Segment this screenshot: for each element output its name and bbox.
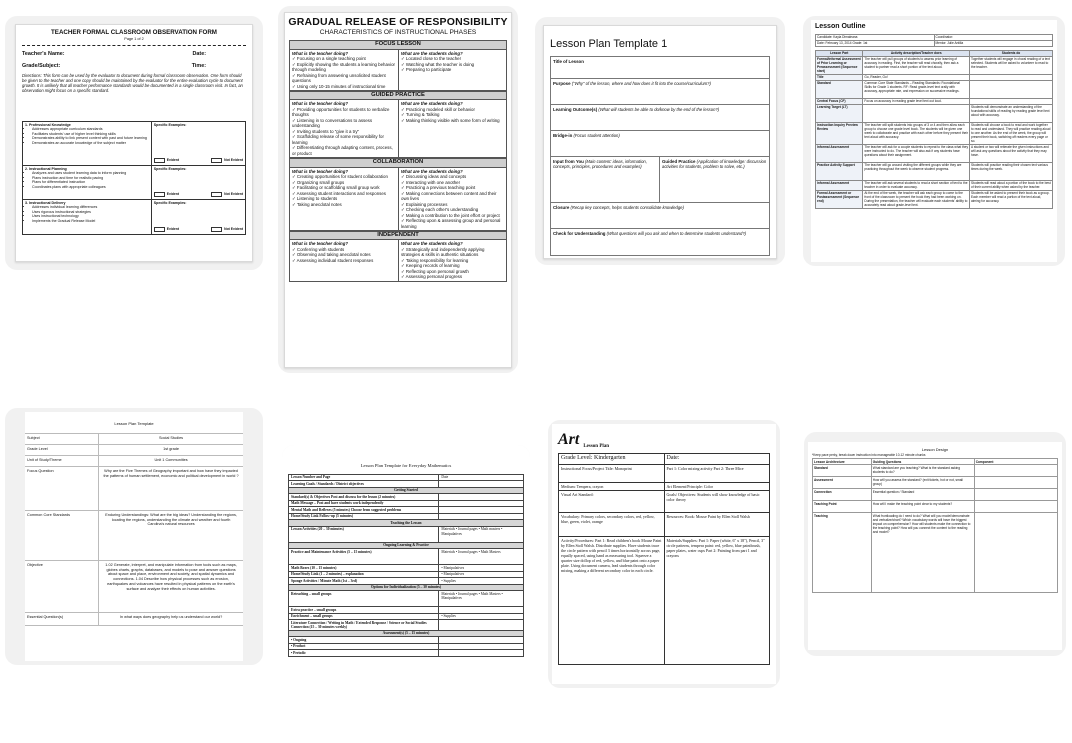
page-title: Lesson Plan Template 1 bbox=[550, 38, 668, 50]
table-cell: At the end of the week, the teacher will ask each group to come to the front of the classroom to present the book they had been working on. During the presentation, the teacher will evaluate each students' ability to accurately read aloud grade-level text. bbox=[863, 190, 970, 208]
student-column bbox=[398, 168, 506, 231]
table-cell bbox=[863, 104, 970, 122]
table-row bbox=[25, 510, 243, 560]
document-lesson-design bbox=[808, 442, 1062, 650]
not-evident-label: Not Evident bbox=[224, 227, 243, 232]
table-cell: Mental Math and Reflexes (5 minutes) Choose from suggested problems bbox=[289, 507, 439, 513]
field-row bbox=[16, 51, 252, 58]
art-header bbox=[552, 424, 776, 453]
table-cell bbox=[974, 477, 1057, 489]
divider bbox=[22, 45, 246, 46]
list-item: ✓ Organizing small groups bbox=[292, 179, 345, 185]
list-item: ✓ Reflecting upon personal growth bbox=[401, 268, 469, 274]
row-label: Purpose bbox=[553, 80, 571, 86]
table-cell: Teaching bbox=[813, 513, 872, 593]
thumbnail-card-everyday-math[interactable] bbox=[282, 445, 530, 743]
row-value: Unit 1 Communities bbox=[154, 458, 188, 462]
not-evident-checkbox bbox=[211, 192, 222, 197]
table-row bbox=[289, 620, 524, 631]
table-cell: Materials • Journal pages • Math Masters • Manipulatives bbox=[439, 591, 524, 607]
table-row bbox=[816, 180, 1053, 190]
table-cell: Home/Study Link (1 – 2 minutes) – explanation bbox=[289, 571, 439, 577]
row-label: Title of Lesson bbox=[553, 58, 584, 64]
list-item: • Addresses appropriate curriculum standards bbox=[32, 127, 149, 131]
list-item: ✓ Located close to the teacher bbox=[401, 56, 462, 62]
evident-label: Evident bbox=[166, 192, 179, 197]
phase-section bbox=[289, 231, 507, 282]
table-cell: Essential question / Standard bbox=[871, 489, 974, 501]
table-row bbox=[816, 80, 1053, 98]
phase-header: INDEPENDENT bbox=[289, 231, 507, 240]
list-item: • Coordinates plans with appropriate colleagues bbox=[32, 185, 149, 189]
page-title: Lesson Design bbox=[921, 447, 949, 452]
table-cell bbox=[974, 501, 1057, 513]
page-title: Lesson Outline bbox=[815, 23, 866, 30]
table-cell: Lesson Number and Page bbox=[289, 474, 439, 480]
table-cell: Learning Target (LT) bbox=[816, 104, 863, 122]
list-item: ✓ Inviting students to "give it a try" bbox=[292, 128, 360, 134]
table-cell: Students will read aloud a portion of the book to the best of their current ability when asked by the teacher. bbox=[971, 181, 1051, 190]
row-value: 1st grade bbox=[163, 447, 179, 451]
row-label: Check for Understanding bbox=[553, 230, 606, 236]
list-item: ✓ Making a contribution to the joint effort or project bbox=[401, 212, 500, 218]
document-lesson-plan-template-1 bbox=[543, 25, 777, 259]
document-everyday-math bbox=[282, 445, 530, 743]
table-cell bbox=[974, 513, 1057, 593]
thumbnail-card-lesson-plan-template-1[interactable] bbox=[535, 17, 785, 265]
table-cell bbox=[439, 650, 524, 656]
page-number: Page 1 of 2 bbox=[124, 36, 144, 41]
table-cell: Date bbox=[439, 474, 524, 480]
table-row bbox=[25, 612, 243, 626]
list-item: ✓ Assessing personal progress bbox=[401, 274, 463, 280]
list-item: ✓ Keeping records of learning bbox=[401, 263, 460, 269]
list-item: ✓ Scaffolding release of some responsibility for learning bbox=[292, 134, 384, 145]
table-cell: Students will choose a book to read and work together to read and understand. They will practice reading aloud to one another. As the end of the week, the group will present their book, switching off readers every page or so. bbox=[970, 122, 1053, 144]
table-cell: Title bbox=[816, 74, 863, 80]
table-cell: • Manipulatives bbox=[439, 565, 524, 571]
template-table bbox=[25, 433, 243, 626]
not-evident-checkbox bbox=[211, 158, 222, 163]
list-item: ✓ Facilitating or scaffolding small group work bbox=[292, 185, 380, 191]
header-table bbox=[815, 34, 1053, 47]
list-item: • Plans for differentiated instruction bbox=[32, 180, 149, 184]
art-logo: Art bbox=[558, 431, 580, 448]
table-cell: Students will be asked to present their book as a group. Each member will read a portion of the text aloud, aiming for accuracy. bbox=[970, 190, 1053, 208]
template-row bbox=[551, 79, 769, 105]
table-row bbox=[813, 477, 1058, 489]
list-item: ✓ Creating opportunities for student collaboration bbox=[292, 174, 388, 180]
row-hint: (Recap key concepts, helps students consolidate knowledge) bbox=[570, 204, 684, 210]
lesson-design-table bbox=[812, 458, 1058, 593]
page-title: Lesson Plan Template for Everyday Mathematics bbox=[360, 463, 452, 468]
table-cell: Learning Goals / Standards / District objectives bbox=[289, 481, 439, 487]
row-label: Guided Practice bbox=[662, 158, 696, 164]
list-item: ✓ Using only 10-15 minutes of instructional time bbox=[292, 83, 386, 89]
list-item: • Facilitates students' use of higher level thinking skills bbox=[32, 132, 149, 136]
evident-label: Evident bbox=[166, 227, 179, 232]
outline-table bbox=[815, 50, 1053, 209]
table-row bbox=[25, 433, 243, 444]
standard-row bbox=[23, 166, 245, 200]
table-cell: Enrichment – small groups bbox=[289, 613, 439, 619]
teacher-question: What is the teacher doing? bbox=[292, 50, 349, 56]
specific-examples-label: Specific Examples: bbox=[153, 166, 187, 171]
teacher-name-label: Teacher's Name: bbox=[22, 51, 65, 58]
list-item: ✓ Taking responsibility for learning bbox=[401, 257, 469, 263]
document-observation-form bbox=[15, 24, 253, 262]
section-title: 1. Professional Knowledge bbox=[25, 122, 71, 127]
row-value: Why are the Five Themes of Geography important and how have they impacted the patterns of human settlement, economic and political development in world ? bbox=[103, 469, 239, 478]
row-key: Focus Question bbox=[25, 467, 99, 510]
list-item: • Plans instruction and time for realistic pacing bbox=[32, 176, 149, 180]
template-row bbox=[551, 105, 769, 131]
list-item: ✓ Assessing individual student responses bbox=[292, 257, 374, 263]
table-row bbox=[289, 549, 524, 565]
table-cell: The teacher will go around visiting the different groups while they are practicing throughout the week to observe student progress. bbox=[863, 162, 970, 180]
art-lesson-table bbox=[558, 453, 770, 665]
table-row bbox=[25, 444, 243, 455]
table-cell: • Ongoing bbox=[289, 637, 439, 643]
table-cell: Sponge Activities / Minute Math (1st – 3rd) bbox=[289, 578, 439, 584]
list-item: ✓ Listening in to conversations to assess understanding bbox=[292, 117, 373, 129]
resources-cell: Resources: Book: Mouse Paint by Ellen Stoll Walsh bbox=[664, 512, 770, 536]
table-cell: Instruction Inquiry Preview Review bbox=[816, 122, 863, 144]
table-row bbox=[25, 560, 243, 612]
thumbnail-card-art-lesson-plan[interactable] bbox=[548, 420, 780, 688]
list-item: ✓ Assessing student interactions and responses bbox=[292, 190, 386, 196]
evident-checkbox bbox=[154, 227, 165, 232]
table-cell: Informal Assessment bbox=[816, 144, 863, 162]
column-header: Lesson Architecture bbox=[813, 459, 872, 465]
section-header: Teaching the Lesson bbox=[289, 520, 524, 526]
template-row bbox=[551, 203, 769, 229]
table-cell: • Product bbox=[289, 643, 439, 649]
table-row bbox=[816, 144, 1053, 162]
table-cell bbox=[439, 620, 524, 631]
row-key: Common Core Standards bbox=[25, 511, 99, 560]
teacher-column bbox=[290, 240, 398, 281]
table-cell bbox=[970, 80, 1053, 98]
materials-cell: Materials/Supplies: Part 1: Paper (white, 6" x 18"), Pencil, 3" circle patterns, tempera paint: red, yellow, blue paintbrush, paper plates, water cups Part 2: Painting from part 1 and crayons bbox=[664, 536, 770, 664]
element-cell: Art Element/Principle: Color bbox=[664, 482, 770, 490]
math-lesson-table bbox=[288, 474, 524, 657]
page-title: Lesson Plan Template bbox=[114, 421, 154, 426]
table-cell: How will I make the teaching point clear to my students? bbox=[871, 501, 974, 513]
list-item: • Implements the Gradual Release Model bbox=[32, 219, 149, 223]
specific-examples-label: Specific Examples: bbox=[153, 200, 187, 205]
table-cell: Math Message – Post and have students work independently bbox=[289, 500, 439, 506]
table-row bbox=[25, 466, 243, 510]
row-value: Social Studies bbox=[159, 436, 184, 440]
table-cell: • Periodic bbox=[289, 650, 439, 656]
template-row bbox=[551, 157, 769, 203]
table-cell: The teacher will ask for a couple students to repeat to the class what they were instructed to do. The teacher will also ask if any students have questions about their assignment. bbox=[863, 144, 970, 162]
list-item: ✓ Taking anecdotal notes bbox=[292, 201, 342, 207]
list-item: ✓ Differentiating through adapting content, process, or product bbox=[292, 145, 393, 156]
field-row bbox=[16, 63, 252, 70]
student-column bbox=[398, 100, 506, 157]
section-title: 3. Instructional Delivery bbox=[25, 200, 66, 205]
table-cell: Extra practice – small groups bbox=[289, 607, 439, 613]
standard-row bbox=[23, 200, 245, 234]
table-cell: Go, Reader, Go! bbox=[863, 74, 970, 80]
section-title: 2. Instructional Planning bbox=[25, 166, 67, 171]
thumbnail-card-lesson-outline[interactable] bbox=[803, 16, 1065, 266]
row-key: Grade Level bbox=[25, 445, 99, 455]
table-cell bbox=[974, 489, 1057, 501]
column-header: Guiding Questions bbox=[871, 459, 974, 465]
medium-cell: Medium: Tempera, crayon bbox=[559, 482, 665, 490]
standard-row bbox=[23, 122, 245, 166]
row-key: Essential Question(s) bbox=[25, 613, 99, 625]
student-question: What are the students doing? bbox=[401, 168, 463, 174]
specific-examples-label: Specific Examples: bbox=[153, 122, 187, 127]
table-cell: The teacher will ask several students to read a short section of text to the teacher in order to evaluate accuracy. bbox=[863, 180, 970, 190]
table-row bbox=[813, 513, 1058, 593]
teacher-column bbox=[290, 100, 398, 157]
student-column bbox=[398, 50, 506, 91]
thumbnail-card-gradual-release[interactable] bbox=[278, 6, 518, 373]
table-cell: Lesson Activities (20 – 30 minutes) bbox=[289, 526, 439, 542]
table-cell: Assessment bbox=[813, 477, 872, 489]
row-hint: ("Why" of the lesson, where and how does it fit into the course/curriculum?) bbox=[571, 80, 711, 86]
list-item: ✓ Observing and taking anecdotal notes bbox=[292, 252, 371, 258]
column-header: Activity description/Teacher does bbox=[863, 50, 970, 56]
not-evident-label: Not Evident bbox=[224, 158, 243, 163]
list-item: • Demonstrates an accurate knowledge of the subject matter bbox=[32, 141, 149, 145]
table-cell: How will you assess the standard? (exit tickets, hot or not, small group) bbox=[871, 477, 974, 489]
table-cell: What standard are you teaching? What is the standard asking students to do? bbox=[871, 465, 974, 477]
directions-text: Directions: This form can be used by the evaluator to document during formal classroom observation. One form should be given to the teacher and one copy should be maintained by the evaluator for the entire evaluation cycle to document growth. It is unlikely that all teacher performance standards would be documented in a single classroom visit. In fact, an observation might focus on a specific standard. bbox=[22, 72, 243, 94]
table-cell: Informal Assessment bbox=[816, 180, 863, 190]
table-cell: Together students will engage in choral reading of a text selected. Students will be asked to volunteer to read to the teacher. bbox=[970, 56, 1053, 74]
date-cell: Date: February 13, 2014 Grade: 1st bbox=[816, 40, 935, 46]
phase-section bbox=[289, 158, 507, 231]
list-item: ✓ Explicitly showing the students a learning behavior through modeling bbox=[292, 61, 396, 73]
list-item: ✓ Reflecting upon & assessing group and personal learning bbox=[401, 218, 501, 229]
list-item: ✓ Preparing to participate bbox=[401, 67, 452, 73]
student-question: What are the students doing? bbox=[401, 101, 463, 107]
row-key: Unit of Study/Theme bbox=[25, 456, 99, 466]
grade-cell: Grade Level: Kindergarten bbox=[559, 454, 665, 465]
standards-grid bbox=[22, 121, 246, 235]
list-item: • Addresses individual learning differences bbox=[32, 205, 149, 209]
teacher-question: What is the teacher doing? bbox=[292, 241, 349, 247]
student-question: What are the students doing? bbox=[401, 241, 463, 247]
list-item: ✓ Making connections between content and their own lives bbox=[401, 190, 497, 202]
list-item: • Analyzes and uses student learning data to inform planning bbox=[32, 171, 149, 175]
student-column bbox=[398, 240, 506, 281]
list-item: ✓ Conferring with students bbox=[292, 246, 345, 252]
table-cell: What frontloading do I need to do? What will you model/demonstrate and verbalize/chart? Which vocabulary words will have the biggest impact on comprehension? How will students make the connection to the teaching point? How will you connect the content to the reading and model? bbox=[871, 513, 974, 593]
row-label: Closure bbox=[553, 204, 570, 210]
table-cell: Connection bbox=[813, 489, 872, 501]
lesson-plan-label: Lesson Plan bbox=[583, 443, 610, 449]
table-cell: The teacher will pull groups of students to assess prior learning of accuracy in reading. First, the teacher will read chorally, then ask a student to partner read a short portion of the text aloud. bbox=[863, 56, 970, 74]
page-title: GRADUAL RELEASE OF RESPONSIBILITY bbox=[288, 16, 508, 28]
table-cell: Materials • Journal pages • Math Masters bbox=[439, 549, 524, 565]
table-cell: • Supplies bbox=[439, 578, 524, 584]
row-hint: (What questions will you ask and when to determine students understand?) bbox=[606, 230, 747, 236]
row-hint: (What will students be able to do/know by the end of the lesson?) bbox=[598, 106, 720, 112]
template-row bbox=[551, 229, 769, 255]
list-item: ✓ Refraining from answering unsolicited student questions bbox=[292, 72, 386, 84]
date-cell: Date: bbox=[664, 454, 770, 465]
mentor-cell: Mentor: Julie Antilla bbox=[934, 40, 1053, 46]
column-header: Component bbox=[974, 459, 1057, 465]
student-question: What are the students doing? bbox=[401, 50, 463, 56]
phase-header: GUIDED PRACTICE bbox=[289, 91, 507, 100]
candidate-cell: Candidate: Kayla Dimaleana bbox=[816, 34, 935, 40]
table-row bbox=[25, 455, 243, 466]
coordinator-cell: Coordinator: bbox=[934, 34, 1053, 40]
table-row bbox=[813, 465, 1058, 477]
date-label: Date: bbox=[192, 51, 206, 58]
list-item: ✓ Practicing a previous teaching point bbox=[401, 185, 476, 191]
evident-label: Evident bbox=[166, 158, 179, 163]
not-evident-label: Not Evident bbox=[224, 192, 243, 197]
list-item: • Uses instructional technology bbox=[32, 214, 149, 218]
list-item: ✓ Watching what the teacher is doing bbox=[401, 61, 475, 67]
list-item: ✓ Listening to students bbox=[292, 196, 338, 202]
table-cell: • Supplies bbox=[439, 613, 524, 619]
activity-cell: Activity/Procedures: Part 1: Read children's book Mouse Paint by Ellen Stoll Walsh. Distribute supplies. Have students trace the circle pattern with pencil 3 times horizontally across page, equally spaced, using hand as measuring tool. Squeeze a quarter size dollop of red, yellow, and blue paint onto a paper plate. Using document camera, lead students through color mixing, making a different secondary color in each circle. bbox=[559, 536, 665, 664]
table-row bbox=[816, 122, 1053, 144]
time-label: Time: bbox=[191, 63, 206, 70]
list-item: ✓ Making thinking visible with some form of writing bbox=[401, 117, 500, 123]
thumbnail-card-lesson-design[interactable] bbox=[804, 432, 1066, 656]
table-cell: Central Focus (CF) bbox=[816, 98, 863, 104]
table-row bbox=[289, 526, 524, 542]
table-row bbox=[813, 489, 1058, 501]
not-evident-checkbox bbox=[211, 227, 222, 232]
section-header: Options for Individualization (5 – 30 minutes) bbox=[289, 584, 524, 590]
table-cell: Reteaching – small groups bbox=[289, 591, 439, 607]
table-row bbox=[813, 501, 1058, 513]
row-value: In what ways does geography help us understand our world? bbox=[119, 615, 223, 619]
table-row bbox=[816, 162, 1053, 180]
teacher-question: What is the teacher doing? bbox=[292, 101, 349, 107]
column-header: Students do bbox=[970, 50, 1053, 56]
list-item: ✓ Focusing on a single teaching point bbox=[292, 56, 366, 62]
table-cell: Focus on accuracy in reading grade level text out loud. bbox=[863, 98, 970, 104]
evident-checkbox bbox=[154, 192, 165, 197]
table-cell: Home/Study Link Follow-up (5 minutes) bbox=[289, 513, 439, 519]
row-value: Enduring Understandings: What are the big ideas? Understanding the regions, locating the regions, understanding the climate and weather and fourth Carolina's natural resources bbox=[105, 513, 237, 527]
pace-note: *Keep pace perky, break down instruction into manageable 10-12 minute chunks bbox=[812, 453, 926, 457]
table-cell: Standard bbox=[813, 465, 872, 477]
table-cell: Students will demonstrate an understanding of the foundational skills of reading by reading grade level text aloud with accuracy. bbox=[970, 104, 1053, 122]
template-row bbox=[551, 131, 769, 157]
page-title: TEACHER FORMAL CLASSROOM OBSERVATION FORM bbox=[51, 29, 217, 36]
parts-cell: Part 1: Color mixing activity Part 2: Three Mice bbox=[664, 464, 770, 482]
thumbnail-card-observation-form[interactable] bbox=[5, 16, 263, 270]
grade-label: Grade/Subject: bbox=[22, 63, 61, 70]
table-cell: Math Boxes (10 – 15 minutes) bbox=[289, 565, 439, 571]
list-item: ✓ Providing opportunities for students to verbalize thoughts bbox=[292, 106, 390, 118]
evident-checkbox bbox=[154, 158, 165, 163]
row-label: Bridge-in bbox=[553, 132, 573, 138]
table-cell: Literature Connection / Writing in Math / Extended Response / Science or Social Studies Connection (15 – 30 minutes weekly) bbox=[289, 620, 439, 631]
document-lesson-plan-template bbox=[25, 412, 243, 661]
table-cell: The teacher will split students into groups of 3 or 4 and then allow each group to choose one grade level book. The students will be given one week to collaborate and practice with each other before they present their text aloud with accuracy. bbox=[863, 122, 970, 144]
table-cell: Materials • Journal pages • Math masters • Manipulatives bbox=[439, 526, 524, 542]
list-item: ✓ Discussing ideas and concepts bbox=[401, 174, 467, 180]
document-art-lesson-plan bbox=[552, 424, 776, 684]
list-item: ✓ Explaining processes bbox=[401, 201, 448, 207]
teacher-question: What is the teacher doing? bbox=[292, 168, 349, 174]
table-cell: Teaching Point bbox=[813, 501, 872, 513]
vocabulary-cell: Vocabulary: Primary colors, secondary colors, red, yellow, blue, green, violet, orange bbox=[559, 512, 665, 536]
table-cell: Standard(s) & Objectives Post and discuss for the lesson (2 minutes) bbox=[289, 494, 439, 500]
table-row bbox=[816, 56, 1053, 74]
teacher-column bbox=[290, 50, 398, 91]
row-hint: (Application of knowledge: discussion activities for students, problem to solve, etc.) bbox=[662, 158, 767, 170]
row-key: Objective bbox=[25, 561, 99, 612]
table-cell: Formal Assessment or Postassessment (Sequence end) bbox=[816, 190, 863, 208]
table-cell: Formal/Informal Assessment of Prior Learning or Preassessment (Sequence start) bbox=[816, 56, 863, 74]
list-item: ✓ Turning & Talking bbox=[401, 112, 440, 118]
phase-section bbox=[289, 40, 507, 91]
phase-sections bbox=[285, 40, 511, 281]
goals-cell: Goals/ Objectives: Students will show knowledge of basic color theory bbox=[664, 490, 770, 512]
column-header: Lesson Part bbox=[816, 50, 863, 56]
table-cell: A student or two will reiterate the given instructions and will ask any questions about the activity that they may have. bbox=[970, 144, 1053, 162]
standard-cell: Visual Art Standard: bbox=[559, 490, 665, 512]
table-row bbox=[289, 650, 524, 656]
document-lesson-outline bbox=[811, 20, 1057, 262]
row-label: Input from You bbox=[553, 158, 584, 164]
table-cell: Practice and Maintenance Activities (5 – 15 minutes) bbox=[289, 549, 439, 565]
page-subtitle: CHARACTERISTICS OF INSTRUCTIONAL PHASES bbox=[319, 29, 477, 37]
section-header: Assessment(s) (5 – 15 minutes) bbox=[289, 630, 524, 636]
list-item: • Demonstrates ability to link present content with past and future learning bbox=[32, 136, 149, 140]
table-row bbox=[816, 104, 1053, 122]
list-item: • Uses rigorous instructional strategies bbox=[32, 210, 149, 214]
document-gradual-release bbox=[284, 12, 512, 368]
teacher-column bbox=[290, 168, 398, 231]
section-header: Ongoing Learning & Practice bbox=[289, 542, 524, 548]
table-row bbox=[289, 591, 524, 607]
phase-header: COLLABORATION bbox=[289, 158, 507, 167]
row-hint: (Focus student attention) bbox=[573, 132, 620, 138]
list-item: ✓ Strategically and independently applying strategies & skills in authentic situations bbox=[401, 246, 485, 258]
table-cell: Practice Activity Support bbox=[816, 162, 863, 180]
row-label: Learning Outcome(s) bbox=[553, 106, 598, 112]
project-cell: Instructional Focus/Project Title: Monoprint bbox=[559, 464, 665, 482]
list-item: ✓ Interacting with one another bbox=[401, 179, 461, 185]
thumbnail-card-lesson-plan-template[interactable] bbox=[5, 408, 263, 665]
table-cell: Students will practice reading their chosen text various times during the week. bbox=[970, 162, 1053, 180]
table-cell: Common Core State Standards – Reading Standards: Foundational Skills for Grade 1 students. RF: Read grade-level text orally with accuracy, appropriate rate, and expression on successive readings. bbox=[863, 80, 970, 98]
phase-section bbox=[289, 91, 507, 158]
table-cell bbox=[974, 465, 1057, 477]
table-row bbox=[816, 190, 1053, 208]
row-key: Subject bbox=[25, 434, 99, 444]
row-value: 1.02 Generate, interpret, and manipulate information from tools such as maps, globes charts, graphs, databases, and models to pose and answer questions about space and place, environment and society, and spatial dynamics and connections. 1.04 Describe how physical processes such as erosion, earthquakes and volcanoes have resulted in physical patterns on the earth's surface and analyze their effects on human activities. bbox=[105, 563, 237, 591]
list-item: ✓ Checking each other's understanding bbox=[401, 207, 479, 213]
template-row bbox=[551, 57, 769, 79]
table-cell: • Manipulatives bbox=[439, 571, 524, 577]
list-item: ✓ Practicing modeled skill or behavior bbox=[401, 106, 475, 112]
phase-header: FOCUS LESSON bbox=[289, 40, 507, 49]
template-table bbox=[550, 56, 770, 256]
table-cell: Standard bbox=[816, 80, 863, 98]
row-hint: (Main content: ideas, information, concepts, principles, procedures and examples) bbox=[553, 158, 647, 170]
section-header: Getting Started bbox=[289, 487, 524, 493]
